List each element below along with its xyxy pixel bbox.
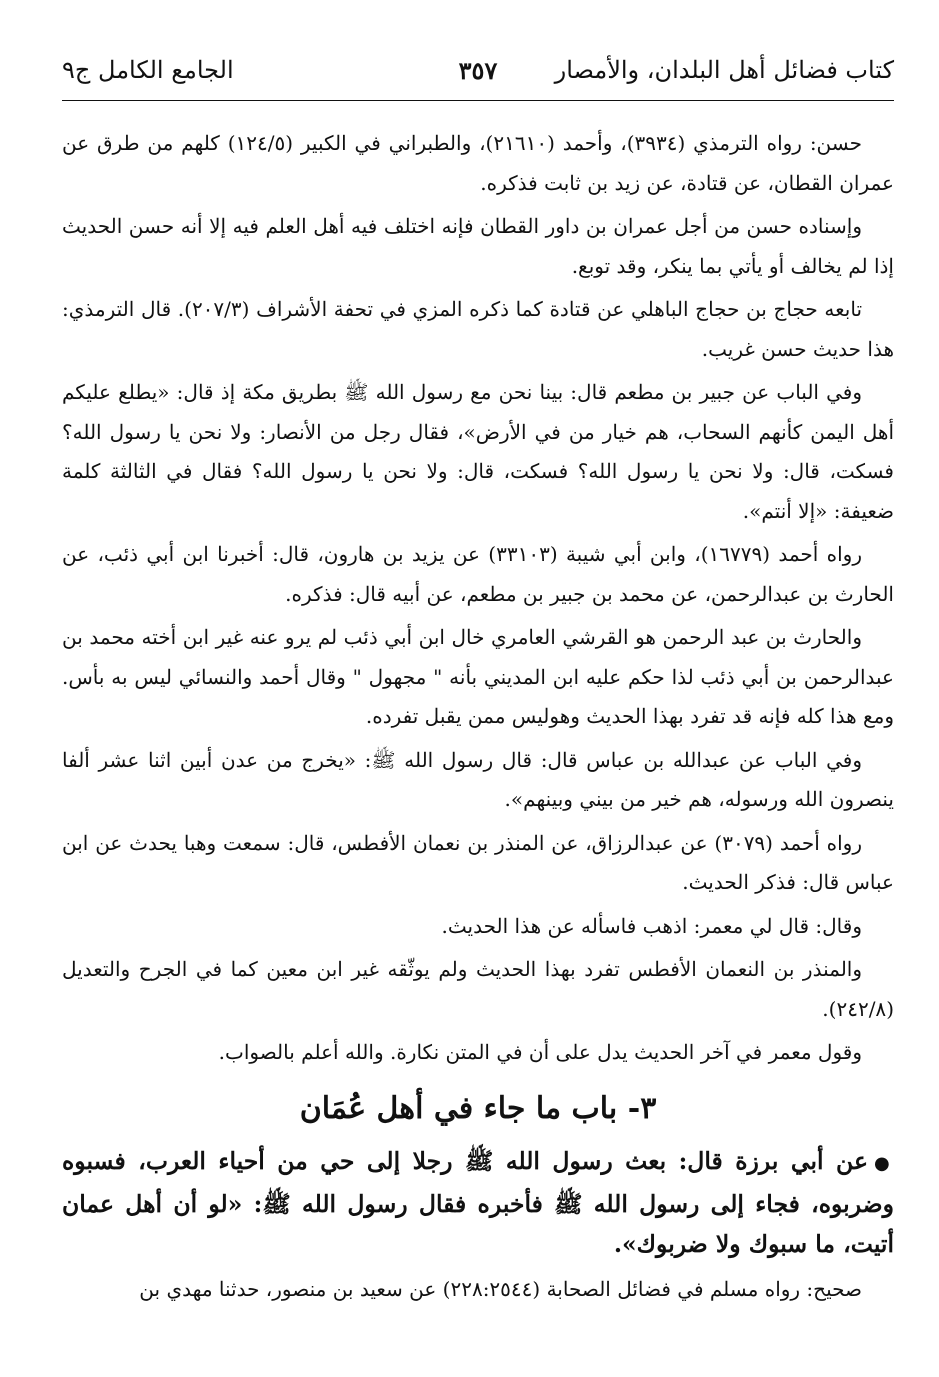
paragraph: وقال: قال لي معمر: اذهب فاسأله عن هذا الحديث. (441, 913, 862, 938)
running-header (62, 56, 894, 96)
paragraph: والمنذر بن النعمان الأفطس تفرد بهذا الحديث ولم يوثّقه غير ابن معين كما في الجرح والتعديل (٢٤٢/٨). (62, 957, 894, 1021)
footer-paragraph: صحيح: رواه مسلم في فضائل الصحابة (٢٢٨:٢٥٤٤) عن سعيد بن منصور، حدثنا مهدي بن (139, 1276, 862, 1301)
bullet-icon: ● (873, 1152, 894, 1174)
book-title: كتاب فضائل أهل البلدان، والأمصار (554, 56, 894, 84)
page-number: ٣٥٧ (458, 56, 498, 85)
paragraph: حسن: رواه الترمذي (٣٩٣٤)، وأحمد (٢١٦١٠)، والطبراني في الكبير (١٢٤/٥) كلهم من طرق عن عمران القطان، عن قتادة، عن زيد بن ثابت فذكره. (62, 131, 894, 195)
paragraph: وفي الباب عن عبدالله بن عباس قال: قال رسول الله ﷺ: «يخرج من عدن أبين اثنا عشر ألفا ينصرون الله ورسوله، هم خير من بيني وبينهم». (62, 747, 894, 811)
page-body (62, 124, 894, 1313)
hadith-text: عن أبي برزة قال: بعث رسول الله ﷺ رجلا إلى حي من أحياء العرب، فسبوه وضربوه، فجاء إلى رسول الله ﷺ فأخبره فقال رسول الله ﷺ: «لو أن أهل عمان أتيت، ما سبوك ولا ضربوك». (62, 1146, 894, 1258)
paragraph: والحارث بن عبد الرحمن هو القرشي العامري خال ابن أبي ذئب لم يرو عنه غير ابن أخته محمد بن عبدالرحمن بن أبي ذئب لذا حكم عليه ابن المديني بأنه " مجهول " وقال أحمد والنسائي ليس به بأس. ومع هذا كله فإنه قد تفرد بهذا الحديث وهوليس ممن يقبل تفرده. (62, 625, 894, 728)
chapter-heading: ٣- باب ما جاء في أهل عُمَان (299, 1090, 657, 1126)
header-rule (62, 100, 894, 101)
paragraph: وقول معمر في آخر الحديث يدل على أن في المتن نكارة. والله أعلم بالصواب. (218, 1040, 862, 1064)
paragraph: رواه أحمد (٣٠٧٩) عن عبدالرزاق، عن المنذر بن نعمان الأفطس، قال: سمعت وهبا يحدث عن ابن عباس قال: فذكر الحديث. (62, 830, 894, 894)
paragraph: رواه أحمد (١٦٧٧٩)، وابن أبي شيبة (٣٣١٠٣) عن يزيد بن هارون، قال: أخبرنا ابن أبي ذئب، عن الحارث بن عبدالرحمن، عن محمد بن جبير بن مطعم، عن أبيه قال: فذكره. (62, 542, 894, 606)
volume-label: الجامع الكامل ج٩ (62, 56, 234, 84)
hadith-text-block (62, 1141, 894, 1264)
paragraph: وإسناده حسن من أجل عمران بن داور القطان فإنه اختلف فيه أهل العلم فيه إلا أنه حسن الحديث إذا لم يخالف أو يأتي بما ينكر، وقد توبع. (62, 214, 894, 278)
paragraph: تابعه حجاج بن حجاج الباهلي عن قتادة كما ذكره المزي في تحفة الأشراف (٢٠٧/٣). قال الترمذي: هذا حديث حسن غريب. (62, 297, 894, 361)
paragraph: وفي الباب عن جبير بن مطعم قال: بينا نحن مع رسول الله ﷺ بطريق مكة إذ قال: «يطلع عليكم أهل اليمن كأنهم السحاب، هم خيار من في الأرض»، فقال رجل من الأنصار: ولا نحن يا رسول الله؟ فسكت، قال: ولا نحن يا رسول الله؟ فسكت، قال: ولا نحن يا رسول الله؟ فقال في الثالثة كلمة ضعيفة: «إلا أنتم». (62, 380, 894, 523)
